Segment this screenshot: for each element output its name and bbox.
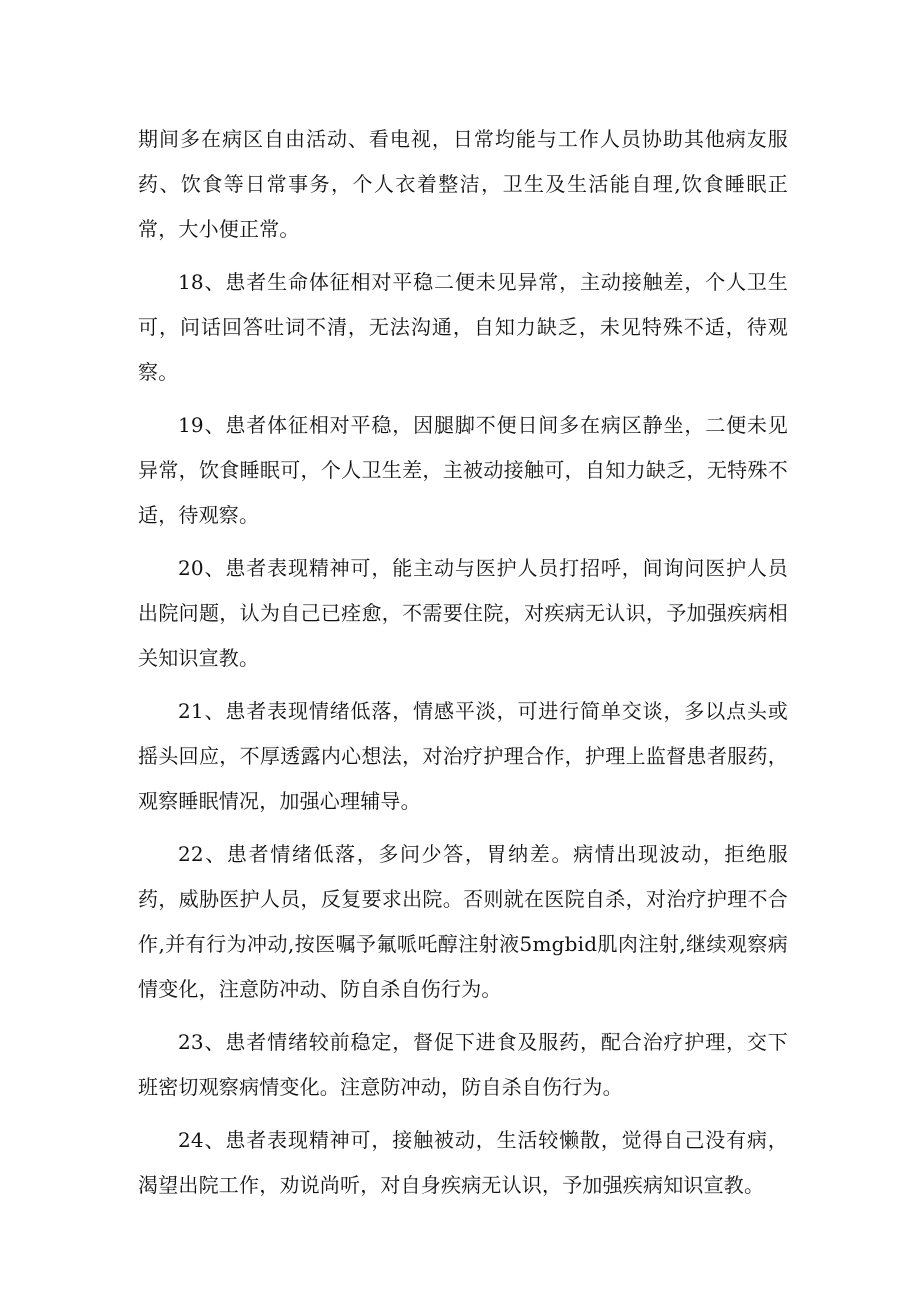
document-page — [138, 117, 788, 1216]
paragraph-1: 期间多在病区自由活动、看电视，日常均能与工作人员协助其他病友服药、饮食等日常事务，个人衣着整洁，卫生及生活能自理,饮食睡眠正常，大小便正常。 — [138, 127, 788, 241]
paragraph-19: 19、患者体征相对平稳，因腿脚不便日间多在病区静坐，二便未见异常，饮食睡眠可，个人卫生差，主被动接触可，自知力缺乏，无特殊不适，待观察。 — [138, 413, 788, 527]
paragraph-22: 22、患者情绪低落，多问少答，胃纳差。病情出现波动，拒绝服药，威胁医护人员，反复要求出院。否则就在医院自杀，对治疗护理不合作,并有行为冲动,按医嘱予氟哌吒醇注射液5mgbid肌肉注射,继续观察病情变化，注意防冲动、防自杀自伤行为。 — [138, 842, 788, 1001]
paragraph-20: 20、患者表现精神可，能主动与医护人员打招呼，间询问医护人员出院问题，认为自己已痊愈，不需要住院，对疾病无认识，予加强疾病相关知识宣教。 — [138, 556, 788, 670]
paragraph-24: 24、患者表现精神可，接触被动，生活较懒散，觉得自己没有病，渴望出院工作，劝说尚听，对自身疾病无认识，予加强疾病知识宣教。 — [138, 1128, 788, 1197]
paragraph-21: 21、患者表现情绪低落，情感平淡，可进行简单交谈，多以点头或摇头回应，不厚透露内心想法，对治疗护理合作，护理上监督患者服药，观察睡眠情况，加强心理辅导。 — [138, 699, 788, 813]
paragraph-18: 18、患者生命体征相对平稳二便未见异常，主动接触差，个人卫生可，问话回答吐词不清，无法沟通，自知力缺乏，未见特殊不适，待观察。 — [138, 270, 788, 384]
paragraph-23: 23、患者情绪较前稳定，督促下进食及服药，配合治疗护理，交下班密切观察病情变化。注意防冲动，防自杀自伤行为。 — [138, 1030, 788, 1099]
